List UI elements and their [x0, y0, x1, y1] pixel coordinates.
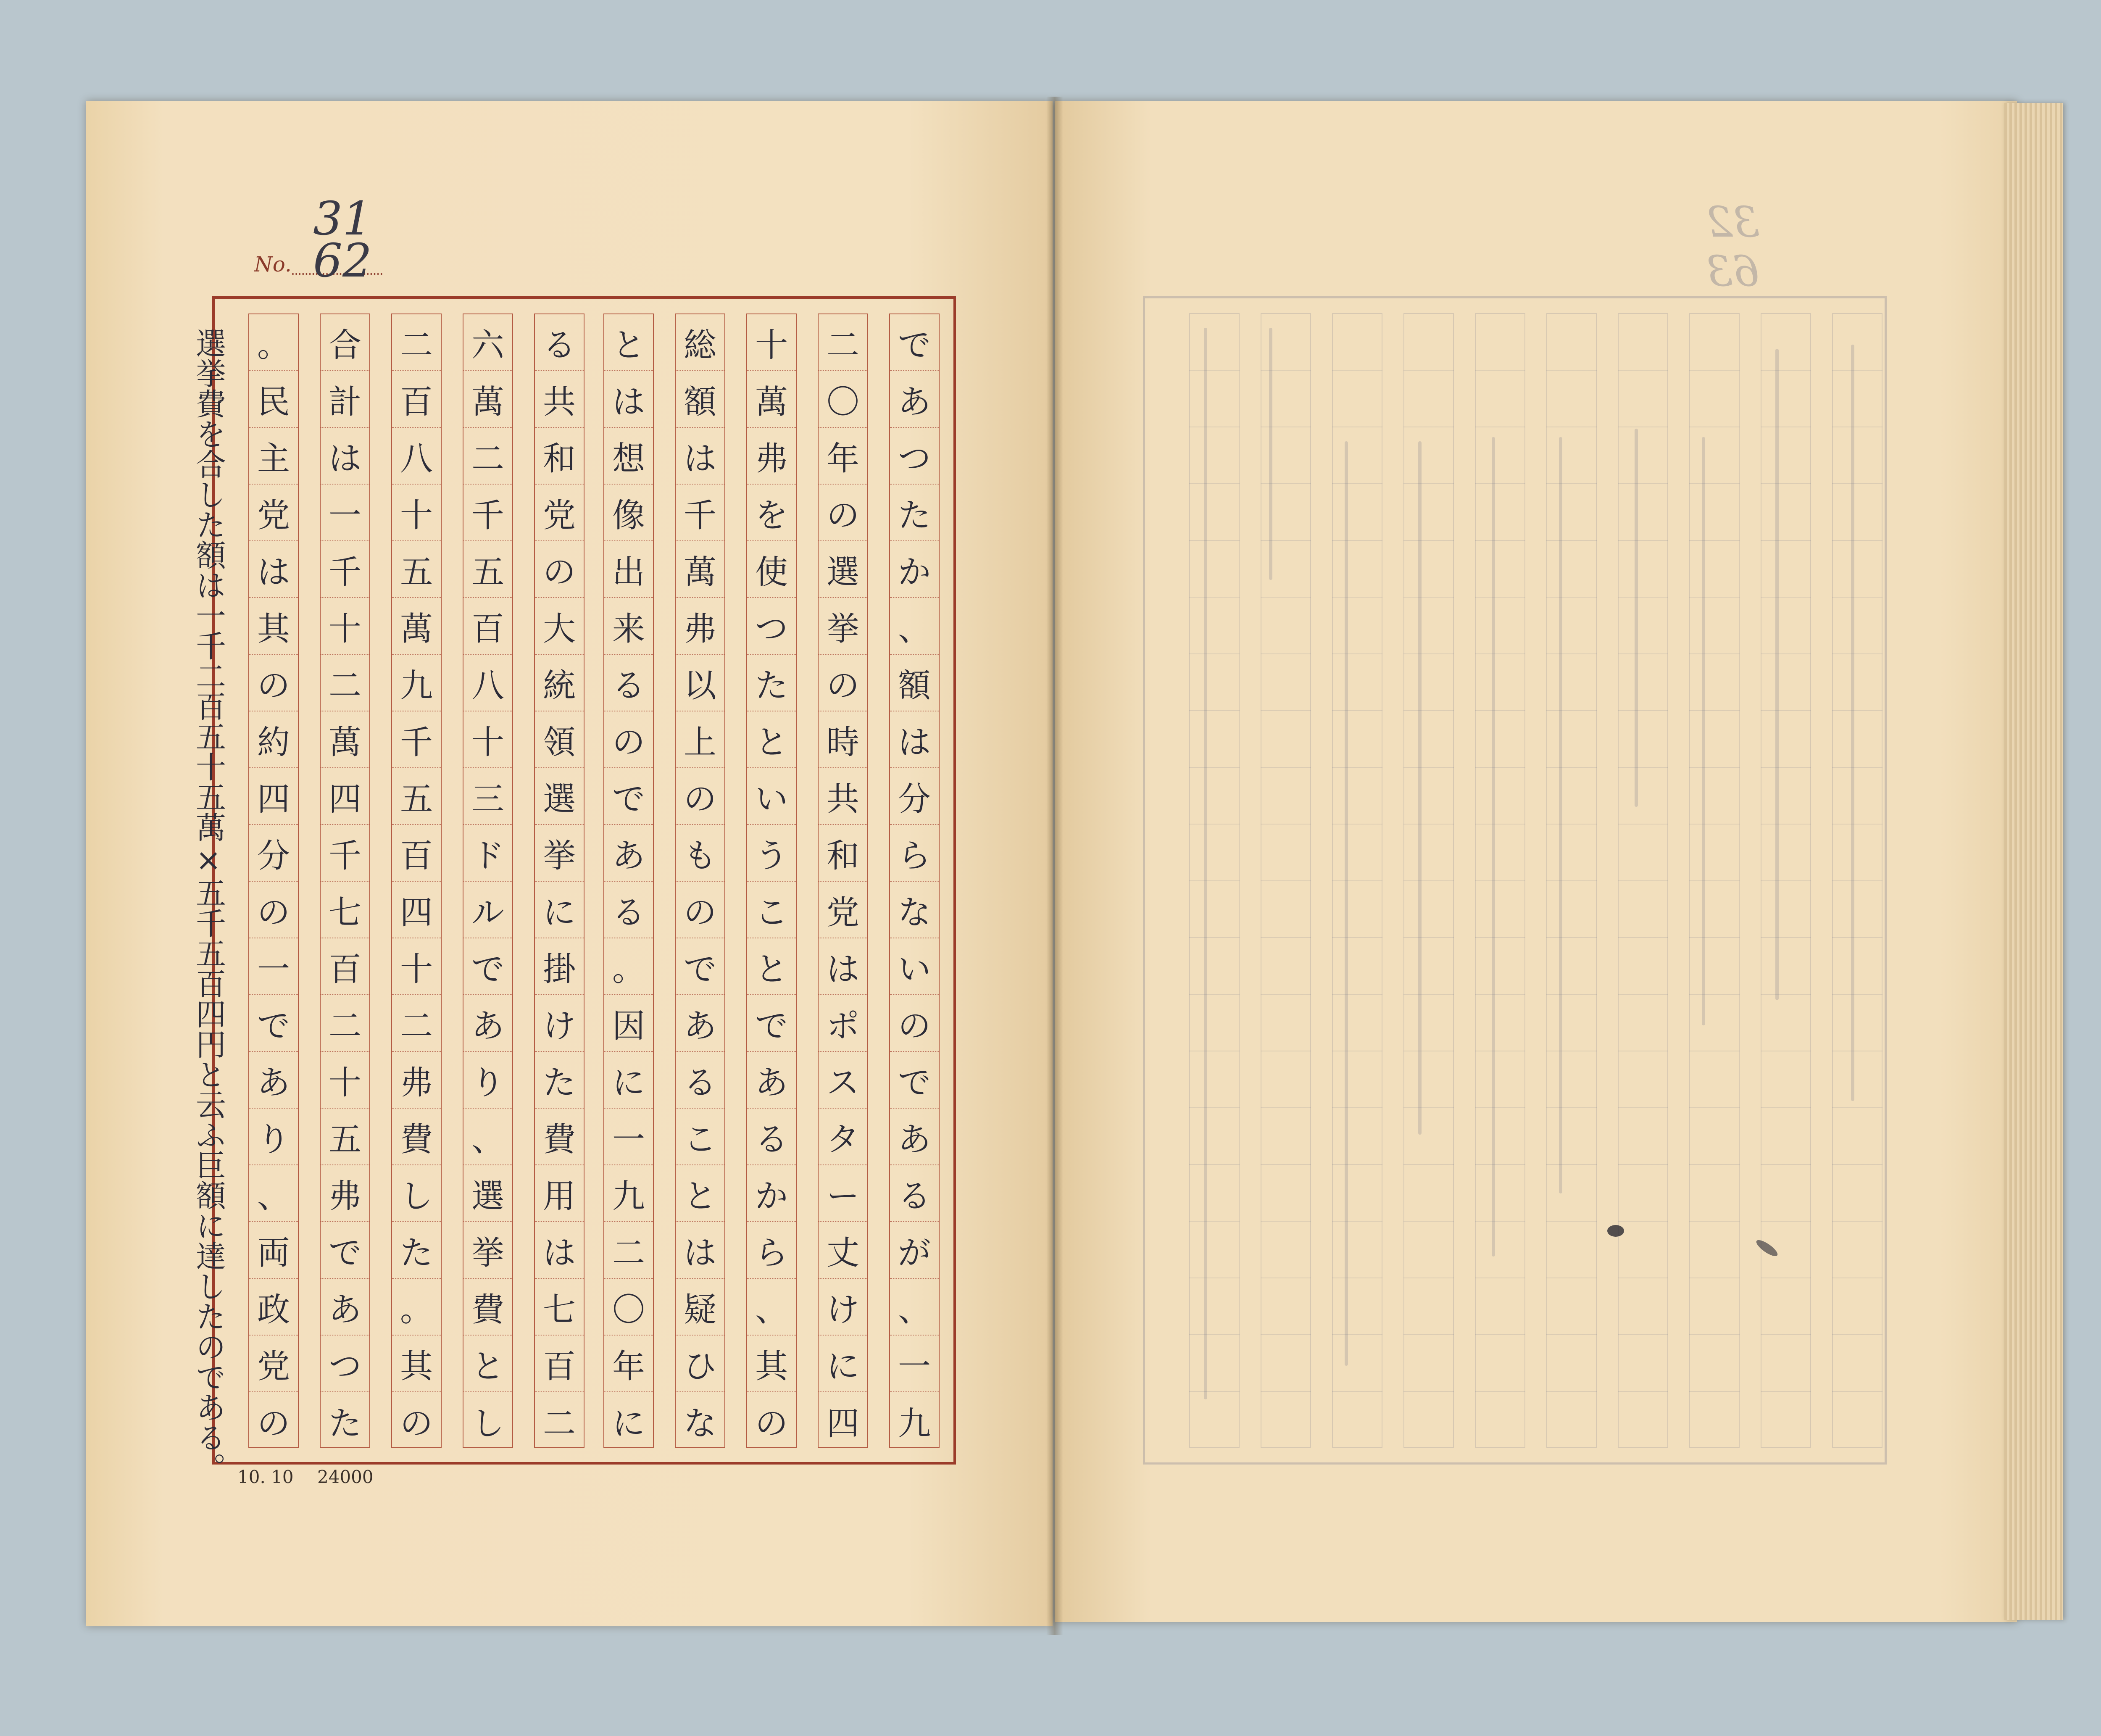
- manuscript-cell: 使: [747, 541, 796, 598]
- manuscript-cell: と: [676, 1165, 724, 1222]
- manuscript-cell: い: [890, 938, 939, 995]
- manuscript-cell: し: [392, 1165, 441, 1222]
- manuscript-cell: 八: [392, 428, 441, 485]
- manuscript-cell: 八: [463, 655, 512, 711]
- manuscript-cell: 千: [676, 485, 724, 541]
- manuscript-cell: の: [604, 711, 653, 768]
- manuscript-cell: い: [747, 768, 796, 825]
- manuscript-cell: つ: [747, 598, 796, 655]
- manuscript-cell: 二: [542, 1404, 576, 1443]
- manuscript-cell: 和: [819, 825, 867, 882]
- manuscript-cell: あ: [249, 1052, 298, 1109]
- book-gutter: [1046, 97, 1063, 1635]
- manuscript-cell: 因: [604, 995, 653, 1052]
- manuscript-cell: 出: [604, 541, 653, 598]
- manuscript-cell: と: [463, 1336, 512, 1392]
- manuscript-cell: 、: [249, 1165, 298, 1222]
- manuscript-cell: で: [890, 314, 939, 371]
- ink-spot: [1607, 1225, 1624, 1237]
- manuscript-cell: る: [676, 1052, 724, 1109]
- manuscript-cell: 用: [535, 1165, 584, 1222]
- manuscript-cell: 費: [392, 1109, 441, 1165]
- manuscript-cell: は: [890, 711, 939, 768]
- manuscript-cell: も: [676, 825, 724, 882]
- manuscript-cell: は: [321, 428, 369, 485]
- bleed-through-column: [1261, 313, 1311, 1448]
- manuscript-cell: 選: [463, 1165, 512, 1222]
- manuscript-cell: 二: [604, 1222, 653, 1279]
- manuscript-cell: 十: [392, 938, 441, 995]
- manuscript-cell: 七: [321, 882, 369, 938]
- manuscript-cell: 弗: [676, 598, 724, 655]
- manuscript-cell: 一: [604, 1109, 653, 1165]
- manuscript-cell: ス: [819, 1052, 867, 1109]
- manuscript-cell: 掛: [535, 938, 584, 995]
- manuscript-cell: で: [321, 1222, 369, 1279]
- manuscript-cell: 十: [463, 711, 512, 768]
- manuscript-cell: と: [747, 711, 796, 768]
- manuscript-cell: の: [676, 882, 724, 938]
- bleed-through-column: [1403, 313, 1454, 1448]
- manuscript-cell: 費: [463, 1279, 512, 1336]
- manuscript-cell: つ: [321, 1336, 369, 1392]
- manuscript-cell: と: [747, 938, 796, 995]
- bleed-through-column: [1618, 313, 1668, 1448]
- manuscript-cell: ー: [819, 1165, 867, 1222]
- manuscript-cell: 四: [249, 768, 298, 825]
- manuscript-cell: 、: [890, 1279, 939, 1336]
- manuscript-cell: 党: [249, 485, 298, 541]
- bleed-through-column: [1689, 313, 1740, 1448]
- manuscript-cell: 十: [747, 314, 796, 371]
- manuscript-cell: 一: [249, 938, 298, 995]
- manuscript-cell: 四: [826, 1404, 859, 1443]
- manuscript-cell: ら: [747, 1222, 796, 1279]
- manuscript-cell: の: [676, 768, 724, 825]
- manuscript-cell: 萬: [463, 371, 512, 428]
- manuscript-cell: 政: [249, 1279, 298, 1336]
- manuscript-cell: 挙: [819, 598, 867, 655]
- manuscript-cell: ル: [463, 882, 512, 938]
- manuscript-cell: 党: [249, 1336, 298, 1392]
- manuscript-cell: 弗: [321, 1165, 369, 1222]
- manuscript-cell: 選: [819, 541, 867, 598]
- manuscript-cell: が: [890, 1222, 939, 1279]
- manuscript-cell: の: [249, 655, 298, 711]
- manuscript-cell: ひ: [676, 1336, 724, 1392]
- manuscript-cell: あ: [890, 1109, 939, 1165]
- manuscript-cell: 千: [392, 711, 441, 768]
- manuscript-cell: 其: [392, 1336, 441, 1392]
- manuscript-cell: 両: [249, 1222, 298, 1279]
- manuscript-cell: 挙: [535, 825, 584, 882]
- manuscript-cell: 二: [819, 314, 867, 371]
- manuscript-cell: つ: [890, 428, 939, 485]
- manuscript-cell: 十: [321, 1052, 369, 1109]
- manuscript-cell: と: [604, 314, 653, 371]
- manuscript-cell: 九: [604, 1165, 653, 1222]
- manuscript-cell: 二: [321, 995, 369, 1052]
- manuscript-cell: で: [604, 768, 653, 825]
- manuscript-cell: あ: [747, 1052, 796, 1109]
- manuscript-cell: 党: [535, 485, 584, 541]
- manuscript-cell: 五: [392, 541, 441, 598]
- manuscript-cell: 、: [463, 1109, 512, 1165]
- manuscript-cell: 年: [819, 428, 867, 485]
- manuscript-cell: 費: [535, 1109, 584, 1165]
- manuscript-cell: あ: [604, 825, 653, 882]
- bleed-through-text: [1775, 349, 1779, 1000]
- bleed-through-column: [1189, 313, 1240, 1448]
- manuscript-column: [818, 313, 868, 1448]
- manuscript-cell: で: [463, 938, 512, 995]
- manuscript-cell: た: [392, 1222, 441, 1279]
- footer-code: 24000: [317, 1467, 374, 1487]
- manuscript-cell: は: [249, 541, 298, 598]
- manuscript-cell: 千: [463, 485, 512, 541]
- manuscript-cell: 萬: [747, 371, 796, 428]
- manuscript-cell: 分: [890, 768, 939, 825]
- manuscript-cell: 以: [676, 655, 724, 711]
- manuscript-cell: 三: [463, 768, 512, 825]
- manuscript-cell: タ: [819, 1109, 867, 1165]
- manuscript-cell: 。: [392, 1279, 441, 1336]
- bleed-through-text: [1635, 429, 1638, 807]
- bleed-through-text: [1269, 328, 1272, 580]
- bleed-through-text: [1492, 437, 1495, 1257]
- manuscript-cell: り: [463, 1052, 512, 1109]
- manuscript-cell: 来: [604, 598, 653, 655]
- manuscript-cell: な: [683, 1404, 716, 1443]
- manuscript-cell: 五: [321, 1109, 369, 1165]
- manuscript-cell: り: [249, 1109, 298, 1165]
- manuscript-cell: 二: [463, 428, 512, 485]
- manuscript-column: [320, 313, 370, 1448]
- bleed-through-column: [1832, 313, 1882, 1448]
- manuscript-cell: 挙: [463, 1222, 512, 1279]
- manuscript-cell: 九: [898, 1404, 931, 1443]
- bleed-through-text: [1345, 441, 1348, 1366]
- manuscript-cell: の: [400, 1404, 433, 1443]
- manuscript-cell: 約: [249, 711, 298, 768]
- manuscript-cell: 十: [321, 598, 369, 655]
- manuscript-column: [534, 313, 584, 1448]
- manuscript-cell: 二: [321, 655, 369, 711]
- manuscript-cell: か: [747, 1165, 796, 1222]
- manuscript-cell: 丈: [819, 1222, 867, 1279]
- manuscript-cell: 像: [604, 485, 653, 541]
- manuscript-cell: 上: [676, 711, 724, 768]
- manuscript-cell: た: [890, 485, 939, 541]
- manuscript-cell: は: [676, 1222, 724, 1279]
- manuscript-cell: 分: [249, 825, 298, 882]
- manuscript-cell: う: [747, 825, 796, 882]
- manuscript-cell: 民: [249, 371, 298, 428]
- manuscript-cell: 共: [819, 768, 867, 825]
- manuscript-cell: で: [747, 995, 796, 1052]
- manuscript-column: [463, 313, 513, 1448]
- manuscript-cell: の: [535, 541, 584, 598]
- manuscript-cell: 党: [819, 882, 867, 938]
- manuscript-cell: 百: [392, 825, 441, 882]
- bleed-through-number: 32 63: [1706, 198, 1760, 296]
- manuscript-cell: 六: [463, 314, 512, 371]
- page-number-value: 31 62: [313, 192, 372, 287]
- manuscript-cell: る: [535, 314, 584, 371]
- manuscript-cell: 疑: [676, 1279, 724, 1336]
- bleed-through-text: [1204, 328, 1207, 1399]
- manuscript-cell: け: [535, 995, 584, 1052]
- manuscript-cell: 〇: [604, 1279, 653, 1336]
- page-number-label: No.: [254, 252, 292, 277]
- manuscript-column: [391, 313, 442, 1448]
- bleed-through-text: [1559, 437, 1562, 1193]
- manuscript-cell: こ: [747, 882, 796, 938]
- bleed-through-column: [1332, 313, 1382, 1448]
- manuscript-cell: ド: [463, 825, 512, 882]
- manuscript-cell: 萬: [321, 711, 369, 768]
- manuscript-cell: 十: [392, 485, 441, 541]
- manuscript-column: [248, 313, 299, 1448]
- manuscript-cell: 想: [604, 428, 653, 485]
- page-edges: [2004, 103, 2063, 1620]
- manuscript-cell: 二: [392, 995, 441, 1052]
- manuscript-cell: 一: [321, 485, 369, 541]
- manuscript-cell: こ: [676, 1109, 724, 1165]
- bleed-through-column: [1546, 313, 1597, 1448]
- manuscript-cell: 一: [890, 1336, 939, 1392]
- manuscript-cell: 。: [249, 314, 298, 371]
- manuscript-cell: る: [604, 882, 653, 938]
- manuscript-cell: 〇: [819, 371, 867, 428]
- manuscript-cell: 千: [321, 541, 369, 598]
- manuscript-cell: 年: [604, 1336, 653, 1392]
- manuscript-cell: る: [890, 1165, 939, 1222]
- manuscript-cell: 其: [249, 598, 298, 655]
- manuscript-cell: 、: [890, 598, 939, 655]
- manuscript-cell: の: [257, 1404, 290, 1443]
- manuscript-cell: 萬: [392, 598, 441, 655]
- manuscript-cell: は: [604, 371, 653, 428]
- manuscript-cell: 其: [747, 1336, 796, 1392]
- bleed-through-column: [1475, 313, 1525, 1448]
- manuscript-cell: で: [249, 995, 298, 1052]
- manuscript-cell: 四: [321, 768, 369, 825]
- manuscript-cell: 百: [463, 598, 512, 655]
- manuscript-cell: で: [890, 1052, 939, 1109]
- manuscript-cell: で: [676, 938, 724, 995]
- manuscript-cell: 。: [604, 938, 653, 995]
- manuscript-cell: 和: [535, 428, 584, 485]
- manuscript-cell: ポ: [819, 995, 867, 1052]
- bleed-through-text: [1851, 345, 1854, 1101]
- manuscript-cell: 合: [321, 314, 369, 371]
- manuscript-cell: に: [604, 1052, 653, 1109]
- bleed-through-text: [1418, 441, 1422, 1135]
- margin-note: 選挙費を合した額は一千二百五十五萬×五千五百四円と云ふ巨額に達したのである。: [191, 328, 226, 1483]
- manuscript-cell: 萬: [676, 541, 724, 598]
- manuscript-cell: る: [747, 1109, 796, 1165]
- manuscript-cell: 四: [392, 882, 441, 938]
- manuscript-cell: 九: [392, 655, 441, 711]
- manuscript-column: [675, 313, 725, 1448]
- manuscript-cell: の: [755, 1404, 788, 1443]
- manuscript-cell: あ: [890, 371, 939, 428]
- manuscript-column: [603, 313, 654, 1448]
- bleed-through-column: [1761, 313, 1811, 1448]
- manuscript-cell: 選: [535, 768, 584, 825]
- manuscript-cell: の: [819, 485, 867, 541]
- manuscript-cell: 百: [535, 1336, 584, 1392]
- manuscript-cell: 統: [535, 655, 584, 711]
- manuscript-cell: 七: [535, 1279, 584, 1336]
- manuscript-cell: 領: [535, 711, 584, 768]
- manuscript-column: [746, 313, 797, 1448]
- manuscript-cell: 、: [747, 1279, 796, 1336]
- manuscript-cell: は: [535, 1222, 584, 1279]
- manuscript-cell: あ: [463, 995, 512, 1052]
- manuscript-grid: [212, 296, 956, 1465]
- manuscript-cell: は: [676, 428, 724, 485]
- manuscript-cell: 二: [392, 314, 441, 371]
- manuscript-cell: は: [819, 938, 867, 995]
- manuscript-cell: か: [890, 541, 939, 598]
- manuscript-cell: 総: [676, 314, 724, 371]
- manuscript-cell: 弗: [392, 1052, 441, 1109]
- manuscript-cell: 弗: [747, 428, 796, 485]
- manuscript-cell: る: [604, 655, 653, 711]
- manuscript-cell: た: [328, 1404, 361, 1443]
- manuscript-cell: の: [249, 882, 298, 938]
- manuscript-cell: に: [612, 1404, 645, 1443]
- manuscript-cell: 額: [676, 371, 724, 428]
- manuscript-cell: た: [535, 1052, 584, 1109]
- manuscript-column: [889, 313, 940, 1448]
- footer-date: 10. 10: [237, 1467, 294, 1487]
- manuscript-cell: あ: [676, 995, 724, 1052]
- manuscript-cell: ら: [890, 825, 939, 882]
- manuscript-cell: た: [747, 655, 796, 711]
- manuscript-cell: 大: [535, 598, 584, 655]
- manuscript-cell: 主: [249, 428, 298, 485]
- manuscript-cell: 百: [321, 938, 369, 995]
- manuscript-cell: 額: [890, 655, 939, 711]
- bleed-through-text: [1702, 437, 1705, 1025]
- manuscript-cell: を: [747, 485, 796, 541]
- manuscript-cell: 計: [321, 371, 369, 428]
- manuscript-cell: け: [819, 1279, 867, 1336]
- manuscript-cell: な: [890, 882, 939, 938]
- manuscript-cell: 共: [535, 371, 584, 428]
- manuscript-cell: 百: [392, 371, 441, 428]
- manuscript-cell: の: [890, 995, 939, 1052]
- manuscript-cell: 五: [392, 768, 441, 825]
- manuscript-cell: に: [535, 882, 584, 938]
- manuscript-cell: 千: [321, 825, 369, 882]
- manuscript-cell: に: [819, 1336, 867, 1392]
- manuscript-cell: 時: [819, 711, 867, 768]
- manuscript-cell: の: [819, 655, 867, 711]
- manuscript-cell: あ: [321, 1279, 369, 1336]
- manuscript-cell: し: [471, 1404, 504, 1443]
- manuscript-cell: 五: [463, 541, 512, 598]
